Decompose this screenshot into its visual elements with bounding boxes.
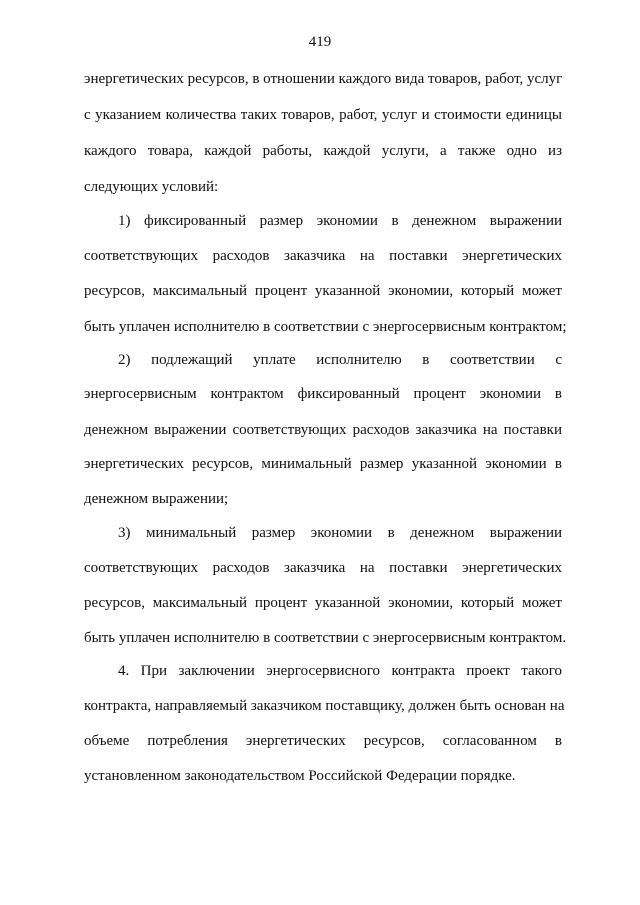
text-line: контракта, направляемый заказчиком поставщику, должен быть основан на [84,698,565,714]
text-line: энергетических ресурсов, в отношении каждого вида товаров, работ, услуг [84,71,563,87]
text-line: ресурсов, максимальный процент указанной экономии, который может [84,595,562,611]
text-line: 2) подлежащий уплате исполнителю в соответствии с [118,352,562,368]
text-line: энергетических ресурсов, минимальный размер указанной экономии в [84,456,562,472]
text-line: быть уплачен исполнителю в соответствии с энергосервисным контрактом. [84,630,567,646]
text-line: энергосервисным контрактом фиксированный процент экономии в [84,386,562,402]
text-line: следующих условий: [84,179,219,195]
text-line: каждого товара, каждой работы, каждой услуги, а также одно из [84,143,562,159]
text-line: денежном выражении соответствующих расходов заказчика на поставки [84,422,562,438]
text-line: 3) минимальный размер экономии в денежном выражении [118,525,562,541]
text-line: денежном выражении; [84,491,229,507]
page-number: 419 [308,34,332,50]
text-line: установленном законодательством Российской Федерации порядке. [84,768,516,784]
text-line: объеме потребления энергетических ресурсов, согласованном в [84,733,562,749]
text-line: 1) фиксированный размер экономии в денежном выражении [118,213,562,229]
text-line: соответствующих расходов заказчика на поставки энергетических [84,248,562,264]
text-line: с указанием количества таких товаров, работ, услуг и стоимости единицы [84,107,562,123]
text-line: быть уплачен исполнителю в соответствии с энергосервисным контрактом; [84,319,567,335]
text-line: ресурсов, максимальный процент указанной экономии, который может [84,283,562,299]
text-line: 4. При заключении энергосервисного контракта проект такого [118,663,562,679]
text-line: соответствующих расходов заказчика на поставки энергетических [84,560,562,576]
